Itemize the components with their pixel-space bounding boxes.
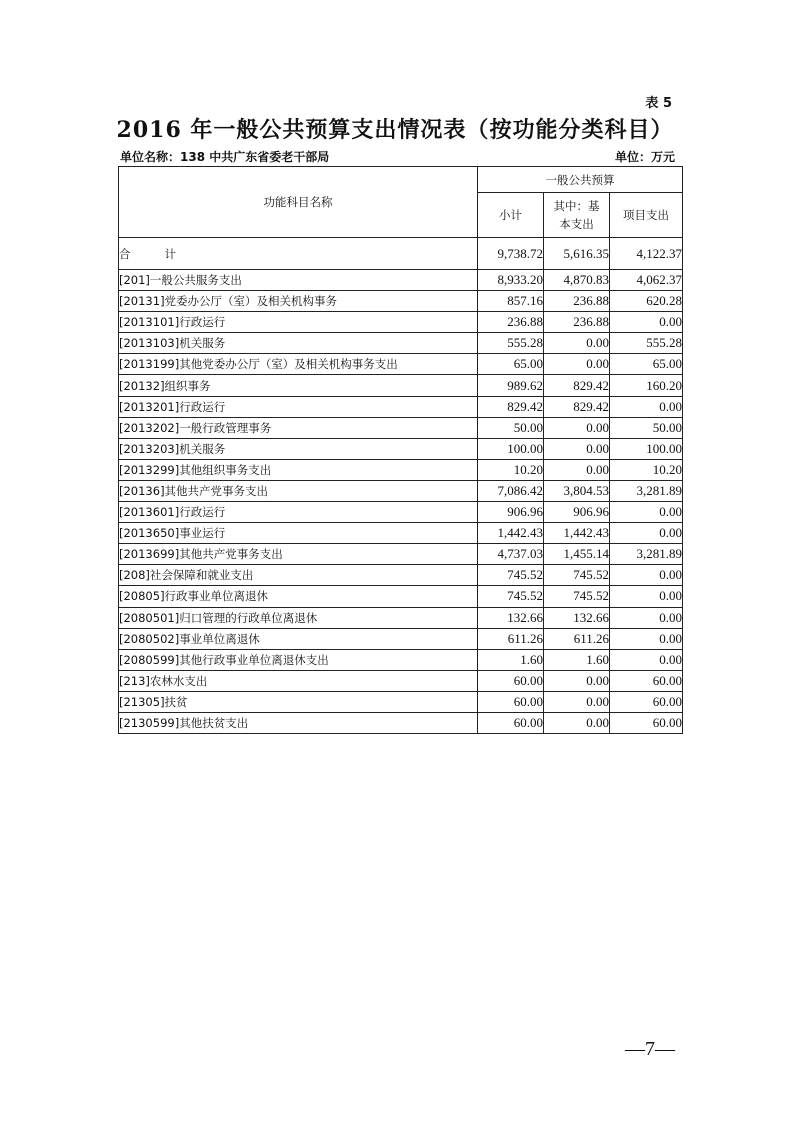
table-row — [119, 670, 683, 691]
header-subtotal: 小计 — [478, 193, 544, 238]
row-project: 0.00 — [610, 586, 683, 607]
budget-table — [118, 166, 683, 734]
row-subtotal: 4,737.03 — [478, 544, 544, 565]
row-project: 3,281.89 — [610, 480, 683, 501]
row-name: [208]社会保障和就业支出 — [119, 565, 478, 586]
row-basic: 1.60 — [544, 649, 610, 670]
row-basic: 611.26 — [544, 628, 610, 649]
row-subtotal: 60.00 — [478, 691, 544, 712]
row-name: [2013201]行政运行 — [119, 396, 478, 417]
row-basic: 0.00 — [544, 417, 610, 438]
row-subtotal: 1,442.43 — [478, 523, 544, 544]
row-name: [2080501]归口管理的行政单位离退休 — [119, 607, 478, 628]
row-subtotal: 132.66 — [478, 607, 544, 628]
row-subtotal: 745.52 — [478, 586, 544, 607]
row-project: 3,281.89 — [610, 544, 683, 565]
row-basic: 0.00 — [544, 354, 610, 375]
table-row — [119, 712, 683, 733]
row-basic: 4,870.83 — [544, 270, 610, 291]
row-subtotal: 555.28 — [478, 333, 544, 354]
row-basic: 0.00 — [544, 670, 610, 691]
row-project: 620.28 — [610, 291, 683, 312]
table-row — [119, 438, 683, 459]
header-project: 项目支出 — [610, 193, 683, 238]
row-basic: 3,804.53 — [544, 480, 610, 501]
row-name: [213]农林水支出 — [119, 670, 478, 691]
row-basic: 829.42 — [544, 375, 610, 396]
currency-unit: 单位：万元 — [614, 150, 675, 164]
table-row — [119, 291, 683, 312]
row-name: [20805]行政事业单位离退休 — [119, 586, 478, 607]
row-project: 0.00 — [610, 628, 683, 649]
table-row — [119, 417, 683, 438]
row-subtotal: 611.26 — [478, 628, 544, 649]
unit-name: 单位名称：138 中共广东省委老干部局 — [120, 150, 330, 164]
row-project: 60.00 — [610, 670, 683, 691]
total-project: 4,122.37 — [610, 238, 683, 270]
row-basic: 0.00 — [544, 438, 610, 459]
total-label-a: 合 — [119, 246, 131, 261]
row-name: [2013699]其他共产党事务支出 — [119, 544, 478, 565]
row-basic: 1,442.43 — [544, 523, 610, 544]
row-project: 160.20 — [610, 375, 683, 396]
row-name: [2080502]事业单位离退休 — [119, 628, 478, 649]
row-name: [2080599]其他行政事业单位离退休支出 — [119, 649, 478, 670]
row-name: [2130599]其他扶贫支出 — [119, 712, 478, 733]
row-project: 50.00 — [610, 417, 683, 438]
row-name: [2013103]机关服务 — [119, 333, 478, 354]
total-label — [119, 238, 478, 270]
row-name: [2013199]其他党委办公厅（室）及相关机构事务支出 — [119, 354, 478, 375]
total-subtotal: 9,738.72 — [478, 238, 544, 270]
row-subtotal: 829.42 — [478, 396, 544, 417]
table-row — [119, 628, 683, 649]
row-project: 100.00 — [610, 438, 683, 459]
row-basic: 1,455.14 — [544, 544, 610, 565]
row-project: 10.20 — [610, 459, 683, 480]
row-basic: 906.96 — [544, 502, 610, 523]
row-name: [20136]其他共产党事务支出 — [119, 480, 478, 501]
row-project: 60.00 — [610, 712, 683, 733]
table-row — [119, 523, 683, 544]
row-basic: 829.42 — [544, 396, 610, 417]
row-basic: 132.66 — [544, 607, 610, 628]
row-subtotal: 50.00 — [478, 417, 544, 438]
page-title: 2016 年一般公共预算支出情况表（按功能分类科目） — [116, 117, 674, 143]
row-subtotal: 745.52 — [478, 565, 544, 586]
row-project: 0.00 — [610, 565, 683, 586]
row-name: [2013203]机关服务 — [119, 438, 478, 459]
row-name: [2013601]行政运行 — [119, 502, 478, 523]
row-project: 0.00 — [610, 649, 683, 670]
total-row — [119, 238, 683, 270]
table-row — [119, 375, 683, 396]
page-number: —7— — [625, 1038, 675, 1060]
row-basic: 745.52 — [544, 586, 610, 607]
row-subtotal: 857.16 — [478, 291, 544, 312]
row-basic: 0.00 — [544, 691, 610, 712]
row-name: [2013202]一般行政管理事务 — [119, 417, 478, 438]
table-row — [119, 459, 683, 480]
table-row — [119, 565, 683, 586]
table-row — [119, 354, 683, 375]
row-basic: 0.00 — [544, 459, 610, 480]
header-general-budget: 一般公共预算 — [478, 167, 683, 193]
header-function-name: 功能科目名称 — [119, 167, 478, 238]
row-name: [201]一般公共服务支出 — [119, 270, 478, 291]
row-project: 0.00 — [610, 523, 683, 544]
row-subtotal: 60.00 — [478, 670, 544, 691]
table-row — [119, 502, 683, 523]
total-basic: 5,616.35 — [544, 238, 610, 270]
row-subtotal: 236.88 — [478, 312, 544, 333]
table-row — [119, 649, 683, 670]
row-subtotal: 100.00 — [478, 438, 544, 459]
row-subtotal: 906.96 — [478, 502, 544, 523]
row-project: 0.00 — [610, 502, 683, 523]
row-subtotal: 989.62 — [478, 375, 544, 396]
row-name: [20132]组织事务 — [119, 375, 478, 396]
row-subtotal: 10.20 — [478, 459, 544, 480]
row-basic: 236.88 — [544, 312, 610, 333]
table-row — [119, 312, 683, 333]
table-label: 表 5 — [645, 96, 672, 111]
row-name: [20131]党委办公厅（室）及相关机构事务 — [119, 291, 478, 312]
table-row — [119, 607, 683, 628]
row-project: 0.00 — [610, 312, 683, 333]
row-basic: 745.52 — [544, 565, 610, 586]
row-basic: 0.00 — [544, 333, 610, 354]
row-project: 65.00 — [610, 354, 683, 375]
row-subtotal: 65.00 — [478, 354, 544, 375]
row-project: 0.00 — [610, 607, 683, 628]
table-row — [119, 396, 683, 417]
row-basic: 236.88 — [544, 291, 610, 312]
row-name: [2013650]事业运行 — [119, 523, 478, 544]
row-basic: 0.00 — [544, 712, 610, 733]
row-subtotal: 60.00 — [478, 712, 544, 733]
table-row — [119, 480, 683, 501]
row-name: [2013299]其他组织事务支出 — [119, 459, 478, 480]
table-row — [119, 270, 683, 291]
table-row — [119, 544, 683, 565]
row-name: [2013101]行政运行 — [119, 312, 478, 333]
table-row — [119, 333, 683, 354]
row-project: 0.00 — [610, 396, 683, 417]
table-row — [119, 691, 683, 712]
row-project: 4,062.37 — [610, 270, 683, 291]
row-subtotal: 1.60 — [478, 649, 544, 670]
header-basic: 其中：基本支出 — [544, 193, 610, 238]
row-name: [21305]扶贫 — [119, 691, 478, 712]
total-label-b: 计 — [164, 246, 176, 261]
row-subtotal: 7,086.42 — [478, 480, 544, 501]
row-project: 60.00 — [610, 691, 683, 712]
table-row — [119, 586, 683, 607]
row-project: 555.28 — [610, 333, 683, 354]
row-subtotal: 8,933.20 — [478, 270, 544, 291]
